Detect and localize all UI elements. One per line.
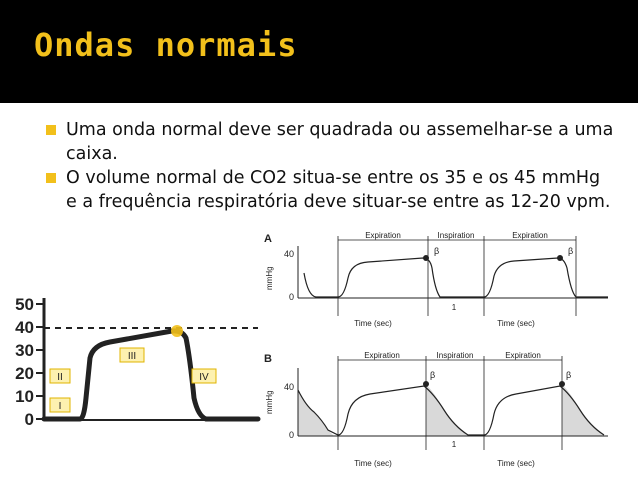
end-tidal-marker [557, 255, 563, 261]
panel-letter: A [264, 233, 272, 245]
y-tick-label: 0 [288, 292, 294, 302]
shaded-area [298, 390, 334, 436]
panel-a-diagram [258, 228, 618, 338]
x-axis-label: Time (sec) [497, 459, 535, 468]
phase-label: Expiration [512, 231, 548, 240]
end-tidal-marker [423, 381, 429, 387]
y-tick-label: 20 [15, 364, 34, 383]
phase-label: Expiration [364, 351, 400, 360]
phase-label: IV [199, 372, 209, 383]
beta-label: β [568, 246, 574, 256]
end-tidal-marker [423, 255, 429, 261]
x-axis-label: Time (sec) [354, 319, 392, 328]
bullet-list [46, 118, 616, 214]
y-axis-label: mmHg [265, 390, 274, 414]
y-tick-label: 30 [15, 341, 34, 360]
phase-label: Expiration [365, 231, 401, 240]
phase-label: Expiration [505, 351, 541, 360]
phase-label: I [58, 401, 62, 412]
bullet-item [46, 118, 616, 166]
x-tick-label: 1 [451, 303, 457, 312]
bullet-square-icon [46, 173, 56, 183]
y-tick-label: 10 [15, 387, 34, 406]
bullet-square-icon [46, 125, 56, 135]
x-axis-label: Time (sec) [497, 319, 535, 328]
shaded-area [562, 384, 604, 436]
panel-letter: B [264, 353, 272, 365]
y-tick-label: 0 [24, 410, 34, 429]
phase-label: II [57, 372, 63, 383]
bullet-text: Uma onda normal deve ser quadrada ou assemelhar-se a uma caixa. [66, 120, 614, 164]
x-axis-label: Time (sec) [354, 459, 392, 468]
y-tick-label: 0 [288, 430, 294, 440]
beta-label: β [434, 246, 440, 256]
capnogram-curve [44, 331, 258, 419]
waveform [304, 258, 608, 297]
phase-label: Inspiration [436, 351, 474, 360]
bullet-text: O volume normal de CO2 situa-se entre os 35 e os 45 mmHg e a frequência respiratória deve situar-se entre as 12-20 vpm. [66, 168, 611, 212]
x-tick-label: 1 [451, 440, 457, 449]
y-tick-label: 40 [283, 249, 294, 259]
capnogram-diagram [0, 288, 262, 438]
end-tidal-marker [171, 325, 183, 337]
y-tick-label: 40 [15, 318, 34, 337]
beta-label: β [430, 370, 436, 380]
bullet-item [46, 166, 616, 214]
y-tick-label: 40 [283, 382, 294, 392]
phase-label: III [127, 351, 137, 362]
beta-label: β [566, 370, 572, 380]
title-bar [0, 0, 638, 103]
slide-title: Ondas normais [34, 26, 298, 64]
end-tidal-marker [559, 381, 565, 387]
panel-b-diagram [258, 350, 618, 475]
phase-label: Inspiration [437, 231, 475, 240]
y-axis-label: mmHg [265, 266, 274, 290]
shaded-area [426, 384, 468, 436]
y-tick-label: 50 [15, 295, 34, 314]
